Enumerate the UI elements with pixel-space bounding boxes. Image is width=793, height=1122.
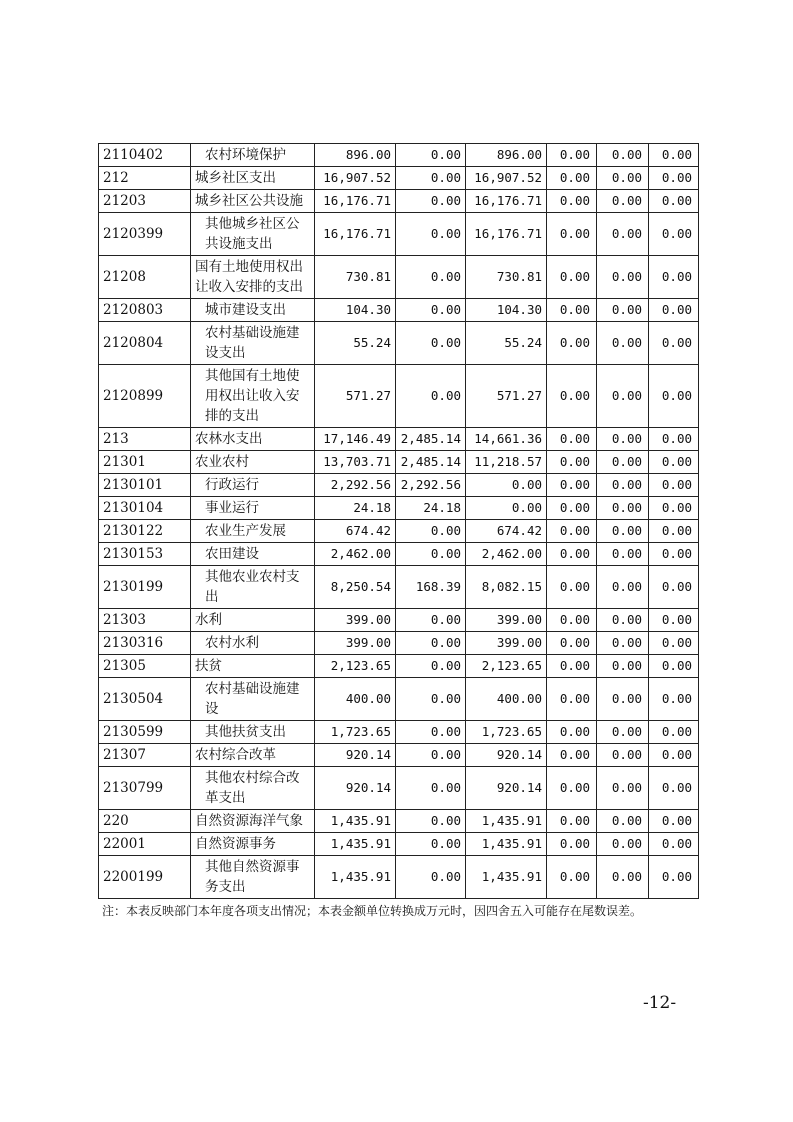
row-col6-cell: 0.00 — [649, 299, 699, 322]
row-project-cell: 2,123.65 — [466, 655, 547, 678]
row-col5-cell: 0.00 — [597, 451, 649, 474]
row-total-cell: 2,292.56 — [315, 474, 396, 497]
row-name-cell: 其他农村综合改革支出 — [191, 767, 315, 810]
row-code-cell: 2120399 — [99, 213, 191, 256]
row-basic-cell: 0.00 — [396, 833, 466, 856]
row-col5-cell: 0.00 — [597, 167, 649, 190]
row-col5-cell: 0.00 — [597, 655, 649, 678]
row-total-cell: 400.00 — [315, 678, 396, 721]
row-code-cell: 21305 — [99, 655, 191, 678]
row-col6-cell: 0.00 — [649, 678, 699, 721]
table-row — [99, 721, 699, 744]
row-name-cell: 农村基础设施建设支出 — [191, 322, 315, 365]
row-basic-cell: 0.00 — [396, 767, 466, 810]
row-total-cell: 896.00 — [315, 144, 396, 167]
row-project-cell: 399.00 — [466, 632, 547, 655]
row-project-cell: 1,435.91 — [466, 856, 547, 899]
row-basic-cell: 0.00 — [396, 810, 466, 833]
row-col6-cell: 0.00 — [649, 767, 699, 810]
row-col6-cell: 0.00 — [649, 144, 699, 167]
row-basic-cell: 0.00 — [396, 520, 466, 543]
table-row — [99, 322, 699, 365]
row-col6-cell: 0.00 — [649, 322, 699, 365]
row-col4-cell: 0.00 — [547, 144, 597, 167]
row-name-cell: 农村环境保护 — [191, 144, 315, 167]
row-col4-cell: 0.00 — [547, 655, 597, 678]
row-project-cell: 1,435.91 — [466, 810, 547, 833]
row-total-cell: 730.81 — [315, 256, 396, 299]
row-project-cell: 1,435.91 — [466, 833, 547, 856]
row-basic-cell: 0.00 — [396, 744, 466, 767]
row-col4-cell: 0.00 — [547, 256, 597, 299]
row-total-cell: 399.00 — [315, 632, 396, 655]
row-code-cell: 22001 — [99, 833, 191, 856]
row-code-cell: 21208 — [99, 256, 191, 299]
row-total-cell: 55.24 — [315, 322, 396, 365]
row-col4-cell: 0.00 — [547, 451, 597, 474]
row-basic-cell: 0.00 — [396, 299, 466, 322]
row-total-cell: 16,176.71 — [315, 213, 396, 256]
row-name-cell: 农村基础设施建设 — [191, 678, 315, 721]
row-col6-cell: 0.00 — [649, 856, 699, 899]
row-basic-cell: 0.00 — [396, 256, 466, 299]
row-project-cell: 571.27 — [466, 365, 547, 428]
row-col5-cell: 0.00 — [597, 810, 649, 833]
table-row — [99, 497, 699, 520]
row-col5-cell: 0.00 — [597, 856, 649, 899]
row-code-cell: 2120899 — [99, 365, 191, 428]
row-col4-cell: 0.00 — [547, 744, 597, 767]
row-col5-cell: 0.00 — [597, 256, 649, 299]
row-project-cell: 896.00 — [466, 144, 547, 167]
row-total-cell: 17,146.49 — [315, 428, 396, 451]
row-total-cell: 399.00 — [315, 609, 396, 632]
row-total-cell: 571.27 — [315, 365, 396, 428]
row-col5-cell: 0.00 — [597, 833, 649, 856]
row-name-cell: 农业农村 — [191, 451, 315, 474]
row-col6-cell: 0.00 — [649, 632, 699, 655]
row-total-cell: 1,723.65 — [315, 721, 396, 744]
table-row — [99, 543, 699, 566]
row-col6-cell: 0.00 — [649, 256, 699, 299]
row-project-cell: 920.14 — [466, 744, 547, 767]
row-col4-cell: 0.00 — [547, 810, 597, 833]
row-project-cell: 16,907.52 — [466, 167, 547, 190]
table-note: 注：本表反映部门本年度各项支出情况；本表金额单位转换成万元时，因四舍五入可能存在尾数误差。 — [102, 904, 643, 918]
table-row — [99, 810, 699, 833]
row-col4-cell: 0.00 — [547, 678, 597, 721]
row-name-cell: 行政运行 — [191, 474, 315, 497]
row-name-cell: 自然资源海洋气象 — [191, 810, 315, 833]
row-col4-cell: 0.00 — [547, 365, 597, 428]
row-col4-cell: 0.00 — [547, 428, 597, 451]
row-col4-cell: 0.00 — [547, 543, 597, 566]
row-project-cell: 11,218.57 — [466, 451, 547, 474]
row-code-cell: 2130101 — [99, 474, 191, 497]
row-col6-cell: 0.00 — [649, 365, 699, 428]
row-name-cell: 其他城乡社区公共设施支出 — [191, 213, 315, 256]
row-col5-cell: 0.00 — [597, 190, 649, 213]
row-col4-cell: 0.00 — [547, 632, 597, 655]
row-name-cell: 自然资源事务 — [191, 833, 315, 856]
row-col4-cell: 0.00 — [547, 566, 597, 609]
table-row — [99, 190, 699, 213]
row-code-cell: 2130122 — [99, 520, 191, 543]
row-col6-cell: 0.00 — [649, 451, 699, 474]
row-name-cell: 城乡社区支出 — [191, 167, 315, 190]
row-code-cell: 2120803 — [99, 299, 191, 322]
row-name-cell: 城市建设支出 — [191, 299, 315, 322]
row-total-cell: 16,176.71 — [315, 190, 396, 213]
row-code-cell: 2130504 — [99, 678, 191, 721]
row-name-cell: 事业运行 — [191, 497, 315, 520]
row-total-cell: 1,435.91 — [315, 810, 396, 833]
row-total-cell: 920.14 — [315, 767, 396, 810]
row-col6-cell: 0.00 — [649, 655, 699, 678]
row-total-cell: 24.18 — [315, 497, 396, 520]
table-row — [99, 744, 699, 767]
row-col4-cell: 0.00 — [547, 167, 597, 190]
row-total-cell: 13,703.71 — [315, 451, 396, 474]
row-project-cell: 2,462.00 — [466, 543, 547, 566]
row-name-cell: 扶贫 — [191, 655, 315, 678]
table-row — [99, 299, 699, 322]
row-total-cell: 104.30 — [315, 299, 396, 322]
row-basic-cell: 0.00 — [396, 322, 466, 365]
row-col5-cell: 0.00 — [597, 632, 649, 655]
row-col5-cell: 0.00 — [597, 299, 649, 322]
row-name-cell: 其他自然资源事务支出 — [191, 856, 315, 899]
row-col4-cell: 0.00 — [547, 299, 597, 322]
row-basic-cell: 0.00 — [396, 609, 466, 632]
row-col4-cell: 0.00 — [547, 721, 597, 744]
row-col6-cell: 0.00 — [649, 543, 699, 566]
expenditure-table — [98, 143, 699, 899]
row-name-cell: 城乡社区公共设施 — [191, 190, 315, 213]
row-project-cell: 730.81 — [466, 256, 547, 299]
row-col6-cell: 0.00 — [649, 744, 699, 767]
row-col4-cell: 0.00 — [547, 609, 597, 632]
row-total-cell: 1,435.91 — [315, 856, 396, 899]
row-basic-cell: 0.00 — [396, 167, 466, 190]
table-row — [99, 767, 699, 810]
row-project-cell: 1,723.65 — [466, 721, 547, 744]
row-total-cell: 8,250.54 — [315, 566, 396, 609]
row-col6-cell: 0.00 — [649, 167, 699, 190]
row-code-cell: 2130316 — [99, 632, 191, 655]
row-name-cell: 农村水利 — [191, 632, 315, 655]
table-row — [99, 632, 699, 655]
row-basic-cell: 0.00 — [396, 190, 466, 213]
row-total-cell: 674.42 — [315, 520, 396, 543]
row-project-cell: 8,082.15 — [466, 566, 547, 609]
row-name-cell: 其他国有土地使用权出让收入安排的支出 — [191, 365, 315, 428]
row-col6-cell: 0.00 — [649, 474, 699, 497]
table-row — [99, 655, 699, 678]
row-col5-cell: 0.00 — [597, 322, 649, 365]
row-col6-cell: 0.00 — [649, 566, 699, 609]
row-basic-cell: 2,485.14 — [396, 451, 466, 474]
row-col6-cell: 0.00 — [649, 428, 699, 451]
row-col6-cell: 0.00 — [649, 497, 699, 520]
table-row — [99, 566, 699, 609]
row-code-cell: 2130104 — [99, 497, 191, 520]
page-number: -12- — [643, 993, 677, 1013]
table-row — [99, 144, 699, 167]
row-basic-cell: 24.18 — [396, 497, 466, 520]
row-code-cell: 21301 — [99, 451, 191, 474]
row-code-cell: 220 — [99, 810, 191, 833]
row-col5-cell: 0.00 — [597, 678, 649, 721]
row-total-cell: 2,123.65 — [315, 655, 396, 678]
table-row — [99, 167, 699, 190]
row-code-cell: 21303 — [99, 609, 191, 632]
table-row — [99, 833, 699, 856]
row-project-cell: 400.00 — [466, 678, 547, 721]
row-col5-cell: 0.00 — [597, 543, 649, 566]
table-row — [99, 213, 699, 256]
row-basic-cell: 0.00 — [396, 543, 466, 566]
row-project-cell: 0.00 — [466, 497, 547, 520]
row-col4-cell: 0.00 — [547, 213, 597, 256]
row-col6-cell: 0.00 — [649, 833, 699, 856]
row-code-cell: 2130153 — [99, 543, 191, 566]
row-col5-cell: 0.00 — [597, 520, 649, 543]
row-col6-cell: 0.00 — [649, 213, 699, 256]
row-col6-cell: 0.00 — [649, 810, 699, 833]
row-basic-cell: 0.00 — [396, 678, 466, 721]
row-total-cell: 920.14 — [315, 744, 396, 767]
row-name-cell: 其他农业农村支出 — [191, 566, 315, 609]
row-project-cell: 55.24 — [466, 322, 547, 365]
table-row — [99, 474, 699, 497]
row-col5-cell: 0.00 — [597, 144, 649, 167]
row-total-cell: 1,435.91 — [315, 833, 396, 856]
table-row — [99, 428, 699, 451]
row-col5-cell: 0.00 — [597, 213, 649, 256]
row-project-cell: 0.00 — [466, 474, 547, 497]
row-col5-cell: 0.00 — [597, 497, 649, 520]
row-code-cell: 2130199 — [99, 566, 191, 609]
row-col4-cell: 0.00 — [547, 856, 597, 899]
row-project-cell: 920.14 — [466, 767, 547, 810]
row-code-cell: 21307 — [99, 744, 191, 767]
row-project-cell: 16,176.71 — [466, 190, 547, 213]
row-basic-cell: 168.39 — [396, 566, 466, 609]
row-col5-cell: 0.00 — [597, 721, 649, 744]
row-code-cell: 2130799 — [99, 767, 191, 810]
row-col4-cell: 0.00 — [547, 322, 597, 365]
row-code-cell: 2130599 — [99, 721, 191, 744]
row-code-cell: 2120804 — [99, 322, 191, 365]
row-name-cell: 农村综合改革 — [191, 744, 315, 767]
row-col5-cell: 0.00 — [597, 474, 649, 497]
row-col5-cell: 0.00 — [597, 428, 649, 451]
row-name-cell: 水利 — [191, 609, 315, 632]
row-project-cell: 14,661.36 — [466, 428, 547, 451]
row-project-cell: 399.00 — [466, 609, 547, 632]
table-row — [99, 520, 699, 543]
row-col5-cell: 0.00 — [597, 609, 649, 632]
table-row — [99, 365, 699, 428]
row-basic-cell: 0.00 — [396, 856, 466, 899]
row-col5-cell: 0.00 — [597, 744, 649, 767]
table-row — [99, 609, 699, 632]
table-row — [99, 451, 699, 474]
row-basic-cell: 0.00 — [396, 144, 466, 167]
row-name-cell: 国有土地使用权出让收入安排的支出 — [191, 256, 315, 299]
row-col4-cell: 0.00 — [547, 520, 597, 543]
row-col4-cell: 0.00 — [547, 190, 597, 213]
table-row — [99, 678, 699, 721]
row-project-cell: 104.30 — [466, 299, 547, 322]
row-basic-cell: 2,485.14 — [396, 428, 466, 451]
table-body — [99, 144, 699, 899]
row-name-cell: 农田建设 — [191, 543, 315, 566]
row-code-cell: 21203 — [99, 190, 191, 213]
row-basic-cell: 0.00 — [396, 365, 466, 428]
row-name-cell: 农业生产发展 — [191, 520, 315, 543]
row-col6-cell: 0.00 — [649, 609, 699, 632]
row-basic-cell: 0.00 — [396, 721, 466, 744]
row-total-cell: 16,907.52 — [315, 167, 396, 190]
row-col6-cell: 0.00 — [649, 721, 699, 744]
row-col6-cell: 0.00 — [649, 520, 699, 543]
row-col5-cell: 0.00 — [597, 767, 649, 810]
row-basic-cell: 2,292.56 — [396, 474, 466, 497]
table-row — [99, 256, 699, 299]
row-basic-cell: 0.00 — [396, 213, 466, 256]
row-col5-cell: 0.00 — [597, 365, 649, 428]
row-name-cell: 农林水支出 — [191, 428, 315, 451]
row-code-cell: 212 — [99, 167, 191, 190]
row-code-cell: 2110402 — [99, 144, 191, 167]
row-name-cell: 其他扶贫支出 — [191, 721, 315, 744]
row-project-cell: 16,176.71 — [466, 213, 547, 256]
row-code-cell: 2200199 — [99, 856, 191, 899]
row-col4-cell: 0.00 — [547, 474, 597, 497]
row-col4-cell: 0.00 — [547, 497, 597, 520]
row-col6-cell: 0.00 — [649, 190, 699, 213]
row-col4-cell: 0.00 — [547, 767, 597, 810]
row-total-cell: 2,462.00 — [315, 543, 396, 566]
row-col4-cell: 0.00 — [547, 833, 597, 856]
table-row — [99, 856, 699, 899]
row-code-cell: 213 — [99, 428, 191, 451]
row-project-cell: 674.42 — [466, 520, 547, 543]
row-basic-cell: 0.00 — [396, 632, 466, 655]
row-col5-cell: 0.00 — [597, 566, 649, 609]
row-basic-cell: 0.00 — [396, 655, 466, 678]
